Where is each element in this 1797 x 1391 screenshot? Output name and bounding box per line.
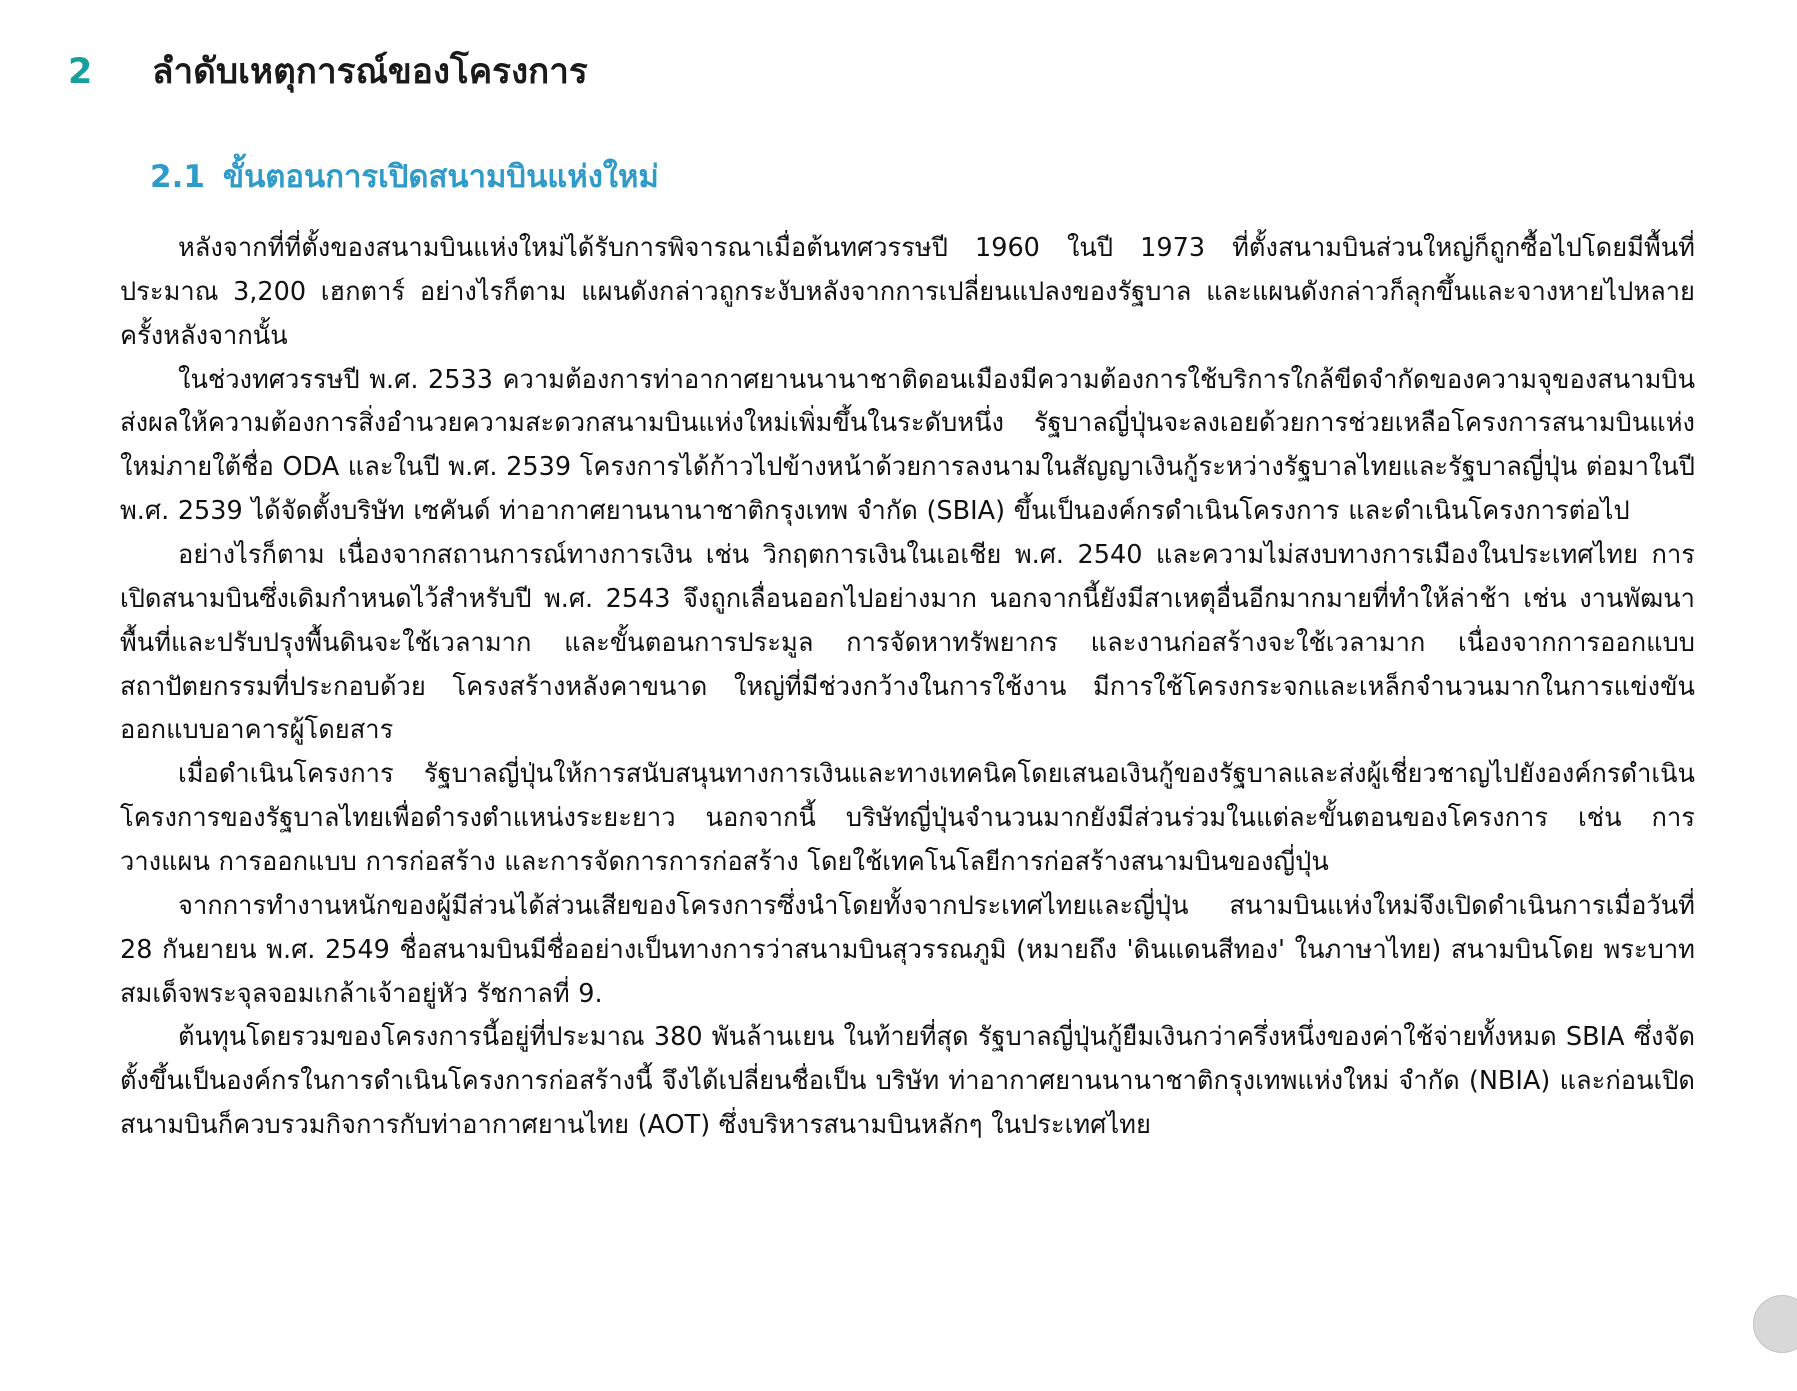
section-number: 2.1 [150, 159, 205, 195]
section-title: ขั้นตอนการเปิดสนามบินแห่งใหม่ [222, 159, 659, 195]
chapter-number: 2 [68, 52, 93, 92]
paragraph: ในช่วงทศวรรษปี พ.ศ. 2533 ความต้องการท่าอากาศยานนานาชาติดอนเมืองมีความต้องการใช้บริการใกล้ขีดจำกัดของความจุของสนามบิน ส่งผลให้ความต้องการสิ่งอำนวยความสะดวกสนามบินแห่งใหม่เพิ่มขึ้นในระดับหนึ่ง รัฐบาลญี่ปุ่นจะลงเอยด้วยการช่วยเหลือโครงการสนามบินแห่งใหม่ภายใต้ชื่อ ODA และในปี พ.ศ. 2539 โครงการได้ก้าวไปข้างหน้าด้วยการลงนามในสัญญาเงินกู้ระหว่างรัฐบาลไทยและรัฐบาลญี่ปุ่น ต่อมาในปี พ.ศ. 2539 ได้จัดตั้งบริษัท เซคันด์ ท่าอากาศยานนานาชาติกรุงเทพ จำกัด (SBIA) ขึ้นเป็นองค์กรดำเนินโครงการ และดำเนินโครงการต่อไป [120, 364, 1695, 527]
scroll-indicator[interactable] [1753, 1295, 1797, 1353]
paragraph: ต้นทุนโดยรวมของโครงการนี้อยู่ที่ประมาณ 380 พันล้านเยน ในท้ายที่สุด รัฐบาลญี่ปุ่นกู้ยืมเงินกว่าครึ่งหนึ่งของค่าใช้จ่ายทั้งหมด SBIA ซึ่งจัดตั้งขึ้นเป็นองค์กรในการดำเนินโครงการก่อสร้างนี้ จึงได้เปลี่ยนชื่อเป็น บริษัท ท่าอากาศยานนานาชาติกรุงเทพแห่งใหม่ จำกัด (NBIA) และก่อนเปิดสนามบินก็ควบรวมกิจการกับท่าอากาศยานไทย (AOT) ซึ่งบริหารสนามบินหลักๆ ในประเทศไทย [120, 1022, 1695, 1141]
paragraph: จากการทำงานหนักของผู้มีส่วนได้ส่วนเสียของโครงการซึ่งนำโดยทั้งจากประเทศไทยและญี่ปุ่น สนามบินแห่งใหม่จึงเปิดดำเนินการเมื่อวันที่ 28 กันยายน พ.ศ. 2549 ชื่อสนามบินมีชื่ออย่างเป็นทางการว่าสนามบินสุวรรณภูมิ (หมายถึง 'ดินแดนสีทอง' ในภาษาไทย) สนามบินโดย พระบาทสมเด็จพระจุลจอมเกล้าเจ้าอยู่หัว รัชกาลที่ 9. [120, 890, 1695, 1009]
chapter-title: ลำดับเหตุการณ์ของโครงการ [152, 52, 588, 92]
section-heading [60, 151, 1737, 201]
paragraph: อย่างไรก็ตาม เนื่องจากสถานการณ์ทางการเงิน เช่น วิกฤตการเงินในเอเชีย พ.ศ. 2540 และความไม่สงบทางการเมืองในประเทศไทย การเปิดสนามบินซึ่งเดิมกำหนดไว้สำหรับปี พ.ศ. 2543 จึงถูกเลื่อนออกไปอย่างมาก นอกจากนี้ยังมีสาเหตุอื่นอีกมากมายที่ทำให้ล่าช้า เช่น งานพัฒนาพื้นที่และปรับปรุงพื้นดินจะใช้เวลามาก และขั้นตอนการประมูล การจัดหาทรัพยากร และงานก่อสร้างจะใช้เวลามาก เนื่องจากการออกแบบสถาปัตยกรรมที่ประกอบด้วย โครงสร้างหลังคาขนาด ใหญ่ที่มีช่วงกว้างในการใช้งาน มีการใช้โครงกระจกและเหล็กจำนวนมากในการแข่งขันออกแบบอาคารผู้โดยสาร [120, 540, 1695, 746]
body-text [60, 227, 1737, 1148]
paragraph: หลังจากที่ที่ตั้งของสนามบินแห่งใหม่ได้รับการพิจารณาเมื่อต้นทศวรรษปี 1960 ในปี 1973 ที่ตั้งสนามบินส่วนใหญ่ก็ถูกซื้อไปโดยมีพื้นที่ประมาณ 3,200 เฮกตาร์ อย่างไรก็ตาม แผนดังกล่าวถูกระงับหลังจากการเปลี่ยนแปลงของรัฐบาล และแผนดังกล่าวก็ลุกขึ้นและจางหายไปหลายครั้งหลังจากนั้น [120, 233, 1695, 351]
chapter-heading [60, 44, 1737, 99]
paragraph: เมื่อดำเนินโครงการ รัฐบาลญี่ปุ่นให้การสนับสนุนทางการเงินและทางเทคนิคโดยเสนอเงินกู้ของรัฐบาลและส่งผู้เชี่ยวชาญไปยังองค์กรดำเนินโครงการของรัฐบาลไทยเพื่อดำรงตำแหน่งระยะยาว นอกจากนี้ บริษัทญี่ปุ่นจำนวนมากยังมีส่วนร่วมในแต่ละขั้นตอนของโครงการ เช่น การวางแผน การออกแบบ การก่อสร้าง และการจัดการการก่อสร้าง โดยใช้เทคโนโลยีการก่อสร้างสนามบินของญี่ปุ่น [120, 759, 1695, 878]
page-bottom-edge [0, 1377, 1797, 1391]
